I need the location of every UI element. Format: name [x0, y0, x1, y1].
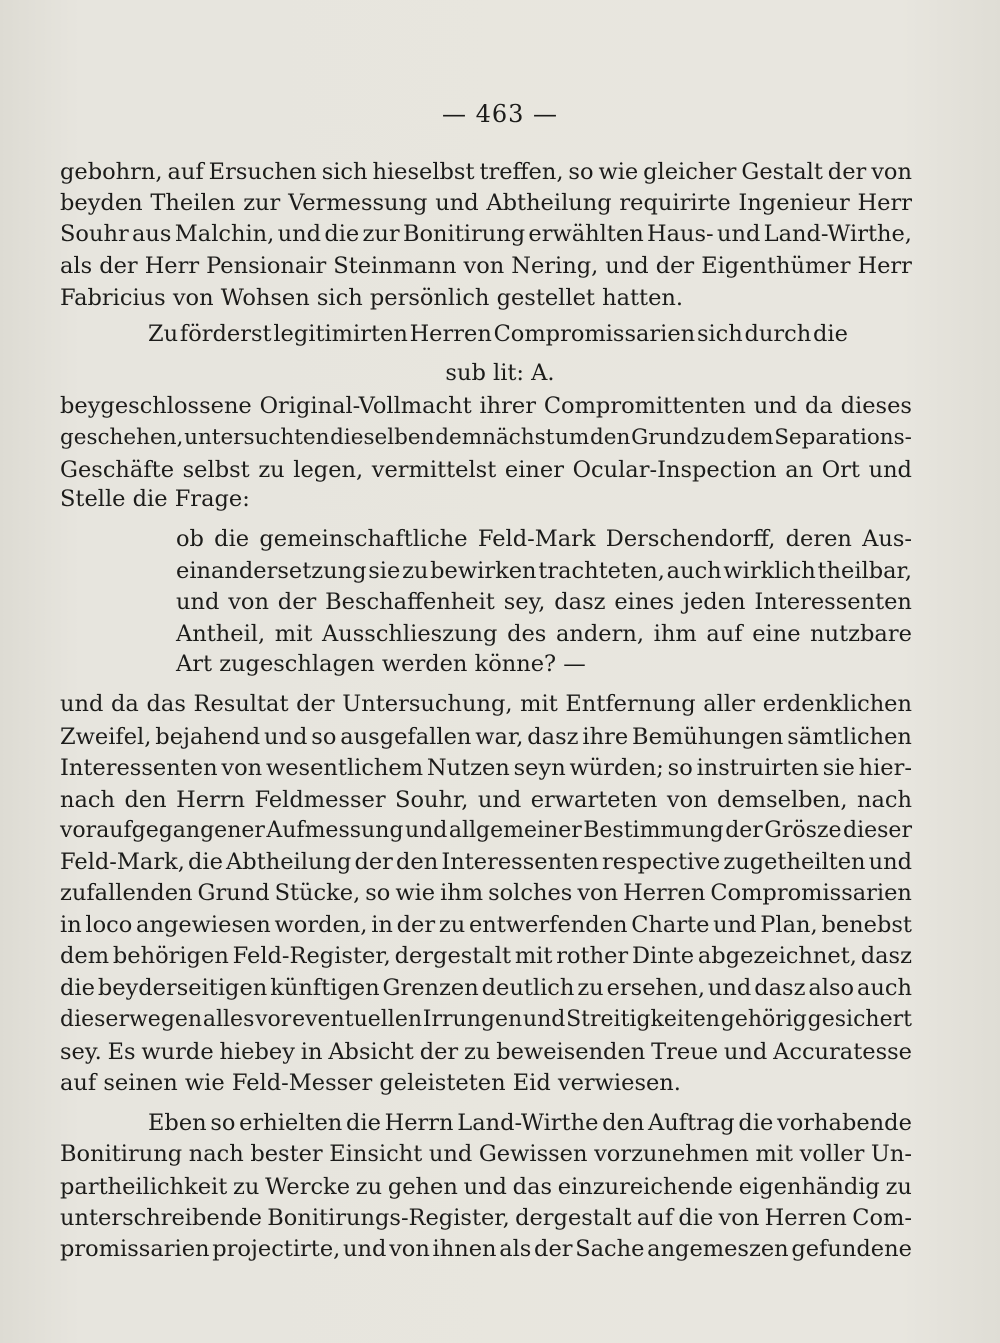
text-line: Zu förderst legitimirten Herren Compromissarien sich durch die — [148, 321, 848, 347]
text-line: beyden Theilen zur Vermessung und Abtheilung requirirte Ingenieur Herr — [60, 190, 912, 216]
text-line: Stelle die Frage: — [60, 486, 250, 512]
text-line: partheilichkeit zu Wercke zu gehen und das einzureichende eigenhändig zu — [60, 1174, 912, 1200]
text-line: voraufgegangener Aufmessung und allgemeiner Bestimmung der Grösze dieser — [60, 818, 912, 843]
text-line: Zweifel, bejahend und so ausgefallen war, dasz ihre Bemühungen sämtlichen — [60, 724, 912, 750]
text-line: sey. Es wurde hiebey in Absicht der zu beweisenden Treue und Accuratesse — [60, 1039, 912, 1065]
page-number: — 463 — — [441, 100, 559, 128]
text-line: gebohrn, auf Ersuchen sich hieselbst treffen, so wie gleicher Gestalt der von — [60, 159, 912, 185]
text-line: Geschäfte selbst zu legen, vermittelst einer Ocular-Inspection an Ort und — [60, 457, 912, 483]
text-line: die beyderseitigen künftigen Grenzen deutlich zu ersehen, und dasz also auch — [60, 975, 912, 1001]
text-line: auf seinen wie Feld-Messer geleisteten Eid verwiesen. — [60, 1070, 681, 1096]
text-line: dem behörigen Feld-Register, dergestalt mit rother Dinte abgezeichnet, dasz — [60, 943, 912, 969]
text-line: promissarien projectirte, und von ihnen als der Sache angemeszen gefundene — [60, 1236, 912, 1262]
text-line: und von der Beschaffenheit sey, dasz eines jeden Interessenten — [176, 589, 912, 615]
text-line: Art zugeschlagen werden könne? — — [176, 651, 586, 677]
text-line: ob die gemeinschaftliche Feld-Mark Derschendorff, deren Aus- — [176, 526, 912, 552]
text-line: sub lit: A. — [445, 360, 555, 386]
text-line: Antheil, mit Ausschlieszung des andern, ihm auf eine nutzbare — [176, 621, 912, 647]
text-line: dieserwegen alles vor eventuellen Irrungen und Streitigkeiten gehörig gesichert — [60, 1007, 912, 1032]
text-line: und da das Resultat der Untersuchung, mit Entfernung aller erdenklichen — [60, 691, 912, 717]
text-line: Eben so erhielten die Herrn Land-Wirthe den Auftrag die vorhabende — [148, 1110, 912, 1136]
text-line: geschehen, untersuchten dieselben demnächst um den Grund zu dem Separations- — [60, 425, 912, 450]
text-line: Souhr aus Malchin, und die zur Bonitirung erwählten Haus- und Land-Wirthe, — [60, 221, 912, 247]
text-line: als der Herr Pensionair Steinmann von Nering, und der Eigenthümer Herr — [60, 253, 912, 279]
text-line: einandersetzung sie zu bewirken trachteten, auch wirklich theilbar, — [176, 558, 912, 584]
text-line: Feld-Mark, die Abtheilung der den Interessenten respective zugetheilten und — [60, 849, 912, 875]
text-line: zufallenden Grund Stücke, so wie ihm solches von Herren Compromissarien — [60, 880, 912, 906]
text-line: beygeschlossene Original-Vollmacht ihrer Compromittenten und da dieses — [60, 393, 912, 419]
text-line: Interessenten von wesentlichem Nutzen seyn würden; so instruirten sie hier- — [60, 755, 912, 781]
text-line: unterschreibende Bonitirungs-Register, dergestalt auf die von Herren Com- — [60, 1205, 912, 1231]
text-line: Bonitirung nach bester Einsicht und Gewissen vorzunehmen mit voller Un- — [60, 1141, 912, 1167]
text-line: Fabricius von Wohsen sich persönlich gestellet hatten. — [60, 285, 684, 311]
text-line: in loco angewiesen worden, in der zu entwerfenden Charte und Plan, benebst — [60, 912, 912, 938]
text-line: nach den Herrn Feldmesser Souhr, und erwarteten von demselben, nach — [60, 787, 912, 813]
